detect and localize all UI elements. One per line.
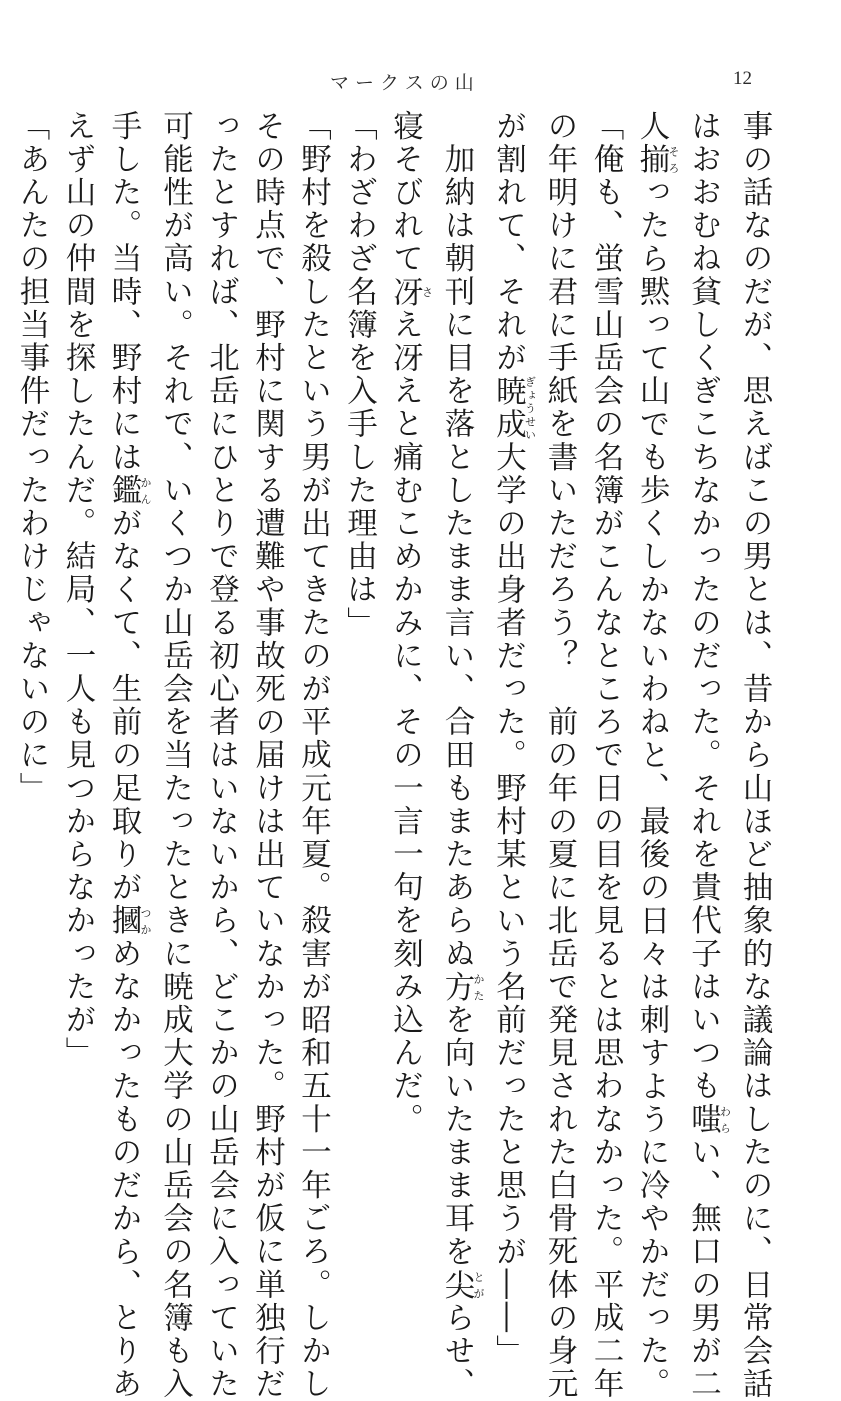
text-line	[731, 110, 777, 1401]
text-line	[628, 110, 680, 1401]
ruby-base: 鑑	[106, 474, 141, 508]
text-segment: の年明けに君に手紙を書いただろう？ 前の年の夏に北岳で発見された白骨死体の身元	[542, 110, 577, 1401]
text-segment: が割れて、それが	[490, 110, 526, 375]
text-segment: 人	[634, 110, 669, 144]
text-segment: 加納は朝刊に目を落としたまま言い、合田もまたあらぬ	[439, 110, 474, 971]
text-segment: がなくて、生前の足取りが	[106, 507, 141, 905]
page-body	[14, 110, 777, 1401]
furigana: ぎょうせい	[523, 374, 537, 441]
text-segment: 「あんたの担当事件だったわけじゃないのに」	[14, 110, 49, 806]
furigana: そろ	[667, 143, 680, 177]
text-segment: 「野村を殺したという男が出てきたのが平成元年夏。殺害が昭和五十一年ごろ。しかし	[295, 110, 331, 1401]
text-segment: らせ、	[439, 1301, 474, 1401]
text-line	[433, 110, 485, 1401]
ruby-base: 嗤	[685, 1103, 721, 1137]
ruby-word	[685, 1103, 732, 1137]
furigana: かた	[472, 970, 485, 1004]
text-segment: を向いたまま耳を	[439, 1003, 474, 1269]
page-number: 12	[733, 68, 752, 89]
text-segment: 寝そびれて	[387, 110, 423, 276]
text-segment: その時点で、野村に関する遭難や事故死の届けは出ていなかった。野村が仮に単独行だ	[249, 110, 285, 1401]
text-line	[152, 110, 198, 1401]
ruby-word	[634, 143, 680, 177]
furigana: わら	[718, 1103, 732, 1137]
text-line	[8, 110, 54, 1110]
text-segment: 「俺も、蛍雪山岳会の名簿がこんなところで日の目を見るとは思わなかった。平成二年	[588, 110, 623, 1401]
text-line	[680, 110, 732, 1401]
text-line	[100, 110, 152, 1401]
ruby-word	[439, 970, 485, 1004]
text-segment: い、無口の男が二	[685, 1136, 721, 1401]
furigana: かん	[139, 474, 152, 508]
text-segment: 可能性が高い。それで、いくつか山岳会を当たったときに暁成大学の山岳会の名簿も入	[157, 110, 193, 1401]
text-line	[290, 110, 336, 1401]
text-segment: 事の話なのだが、思えばこの男とは、昔から山ほど抽象的な議論はしたのに、日常会話	[737, 110, 772, 1401]
ruby-word	[106, 904, 152, 938]
text-line	[54, 110, 100, 1110]
text-segment: はおおむね貧しくぎこちなかったのだった。それを貴代子はいつも	[685, 110, 721, 1103]
text-line	[244, 110, 290, 1401]
furigana: さ	[420, 275, 434, 309]
text-segment: 「わざわざ名簿を入手した理由は」	[341, 110, 377, 640]
text-segment: ったとすれば、北岳にひとりで登る初心者はいないから、どこかの山岳会に入っていた	[203, 110, 239, 1401]
text-line	[485, 110, 537, 1368]
ruby-base: 方	[439, 970, 474, 1004]
ruby-base: 摑	[106, 904, 141, 938]
ruby-word	[106, 474, 152, 508]
ruby-word	[490, 374, 537, 442]
furigana: つか	[139, 904, 152, 938]
text-line	[198, 110, 244, 1401]
ruby-base: 揃	[634, 143, 669, 177]
text-segment: 大学の出身者だった。野村某という名前だったと思うが――」	[490, 441, 526, 1368]
text-segment: 手した。当時、野村には	[106, 110, 141, 475]
furigana: とが	[472, 1268, 485, 1302]
running-head	[0, 68, 841, 96]
text-segment: え冴えと痛むこめかみに、その一言一句を刻み込んだ。	[387, 308, 423, 1137]
text-segment: めなかったものだから、とりあ	[106, 937, 141, 1401]
text-segment: ったら黙って山でも歩くしかないわねと、最後の日々は刺すように冷やかだった。	[634, 176, 669, 1401]
text-line	[382, 110, 434, 1137]
ruby-word	[387, 275, 434, 309]
ruby-base: 暁成	[490, 374, 526, 442]
ruby-base: 尖	[439, 1268, 474, 1302]
ruby-base: 冴	[387, 275, 423, 309]
text-line	[336, 110, 382, 1110]
text-segment: えず山の仲間を探したんだ。結局、一人も見つからなかったが」	[60, 110, 95, 1070]
text-line	[582, 110, 628, 1401]
book-title: マークスの山	[330, 72, 480, 94]
ruby-word	[439, 1268, 485, 1302]
text-line	[536, 110, 582, 1401]
